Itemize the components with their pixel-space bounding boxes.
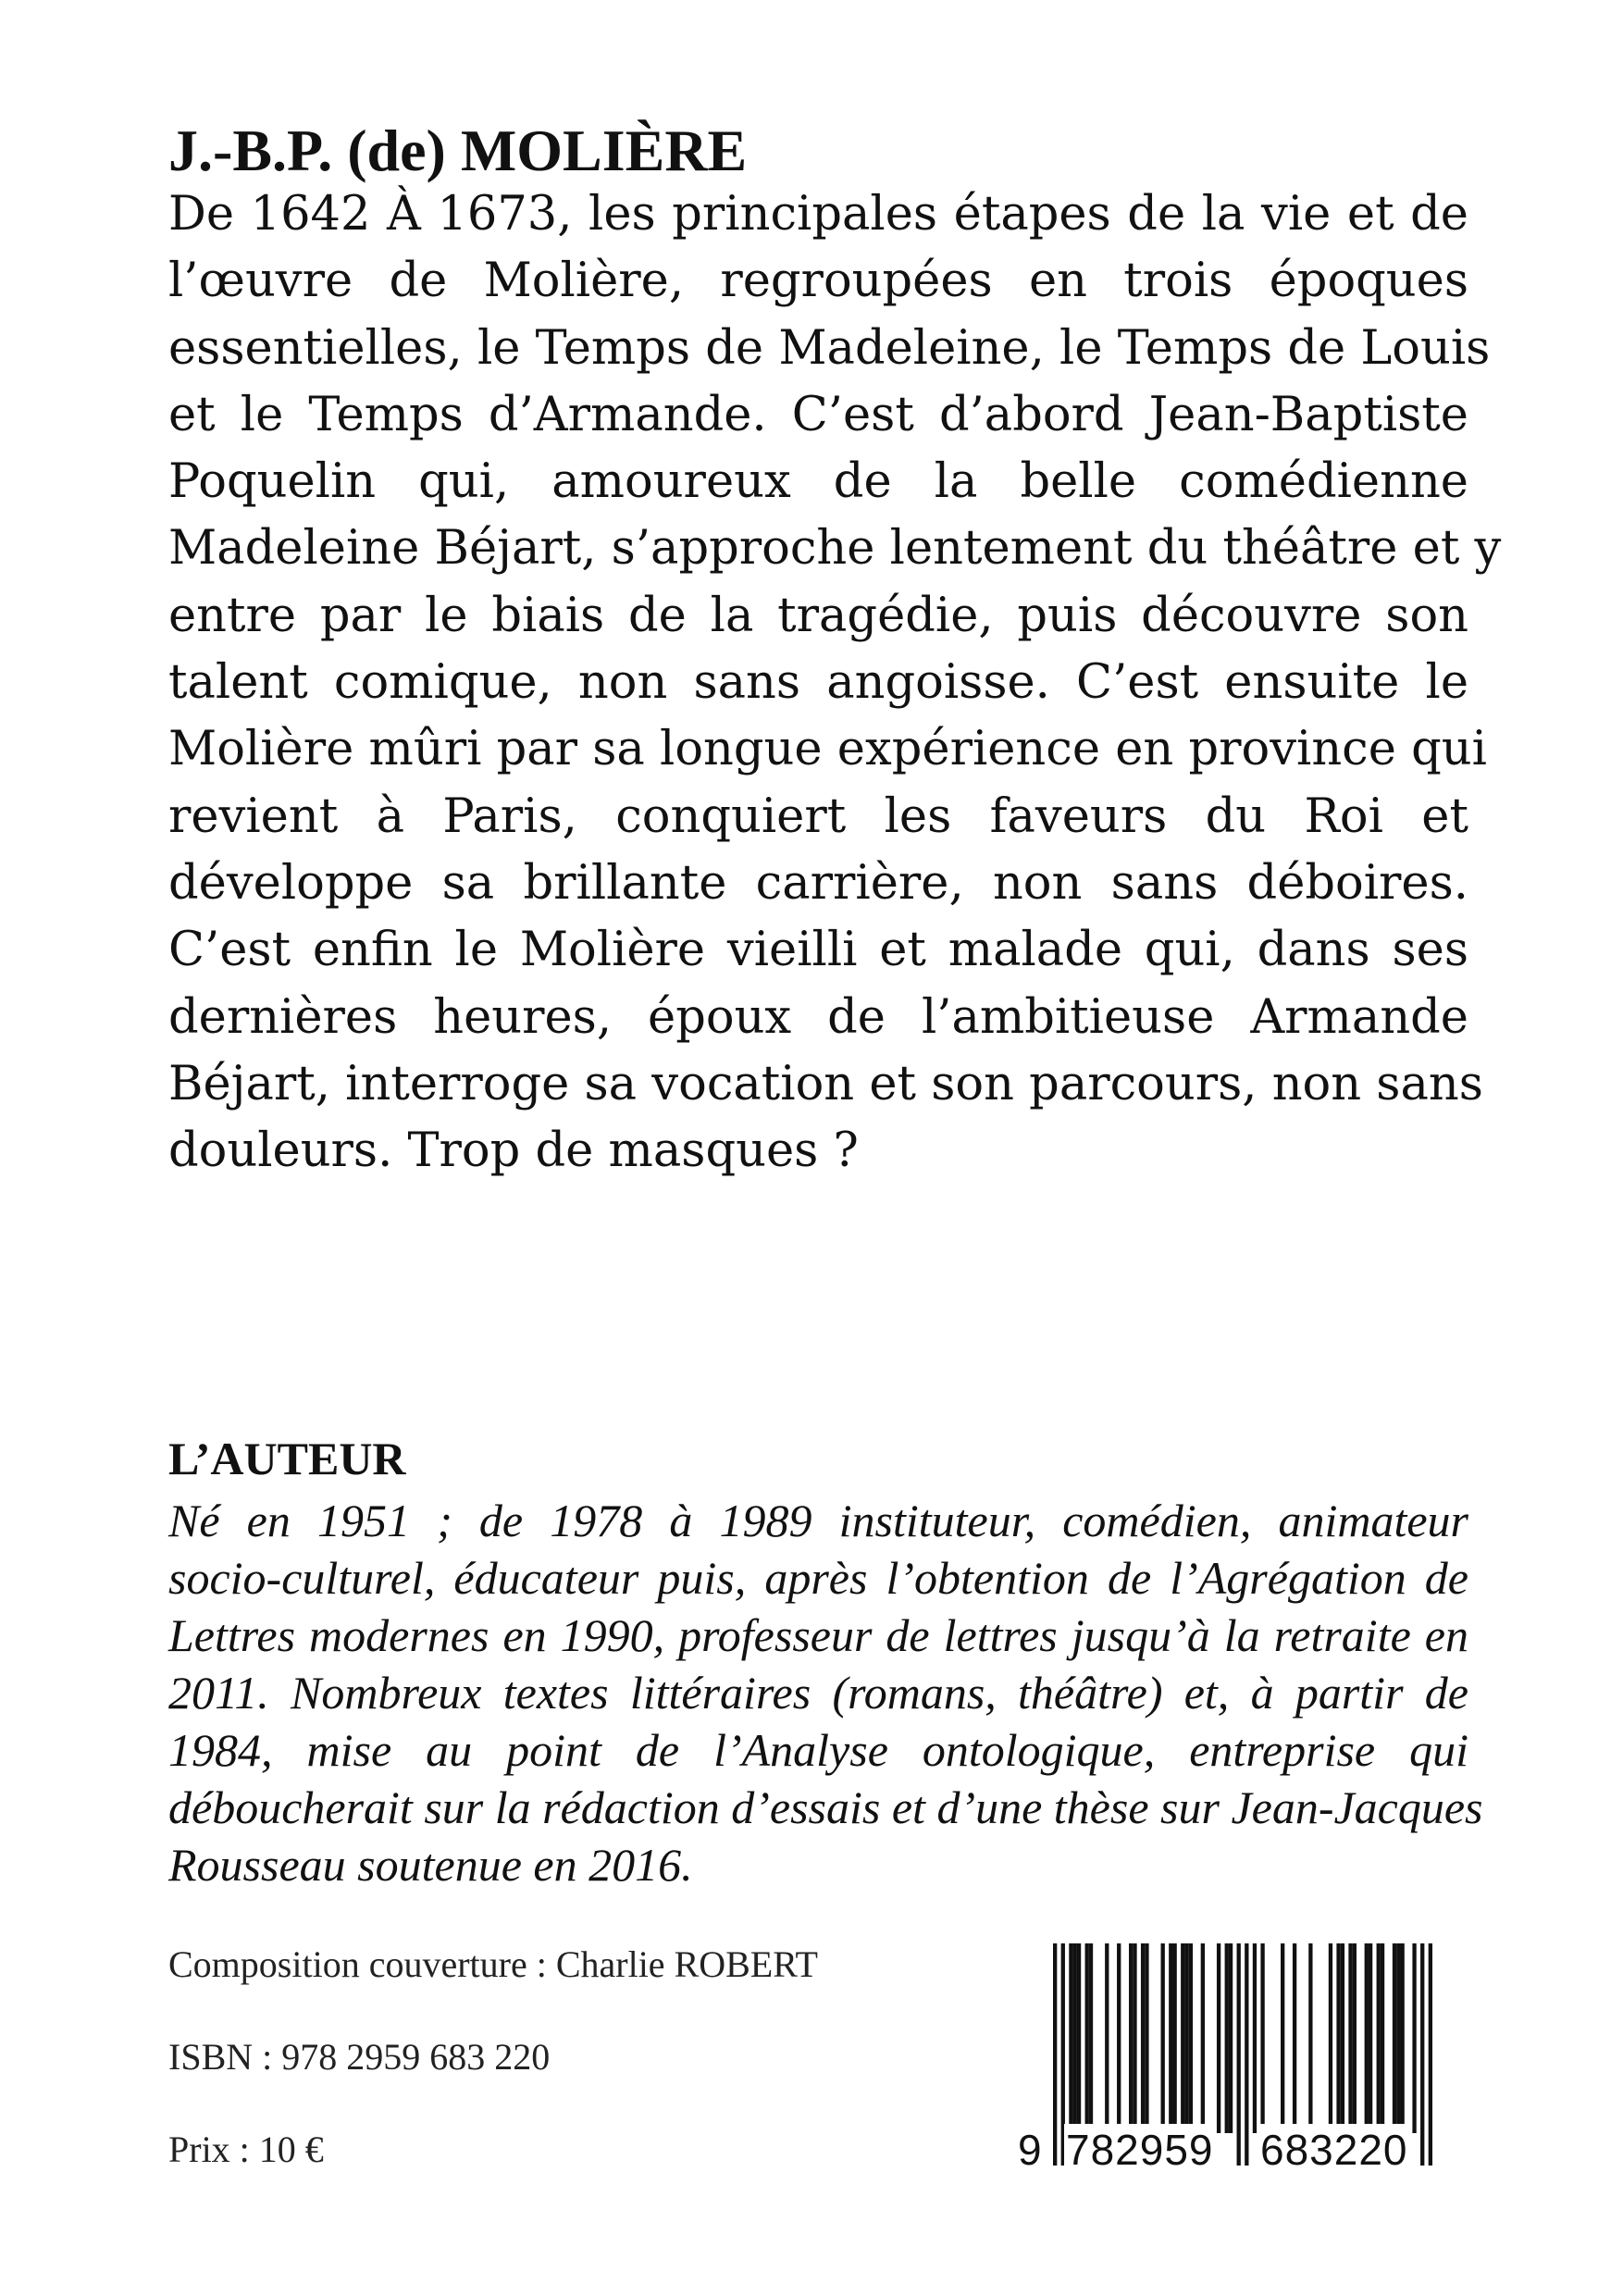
barcode-bar [1253,1943,1257,2133]
barcode-bar [1293,1943,1296,2133]
barcode-bar [1073,1943,1077,2133]
barcode-bar [1117,1943,1121,2133]
author-bio-line: Lettres modernes en 1990, professeur de lettres jusqu’à la retraite en [168,1609,1468,1661]
barcode-bar [1412,1943,1416,2133]
author-bio [168,1492,1483,1893]
barcode-bar [1348,1943,1352,2133]
barcode-bar [1141,1943,1145,2133]
summary-line: De 1642 À 1673, les principales étapes de la vie et de [168,187,1468,242]
barcode-bar [1281,1943,1284,2133]
barcode-bar [1369,1943,1372,2133]
barcode-first-digit: 9 [1018,2126,1043,2174]
author-bio-line: déboucherait sur la rédaction d’essais et d’une thèse sur Jean-Jacques [168,1781,1483,1833]
cover-credit: Composition couverture : Charlie ROBERT [168,1943,818,1985]
summary-line: l’œuvre de Molière, regroupées en trois époques [168,254,1468,309]
barcode-right-digits: 683220 [1260,2126,1408,2174]
barcode-bar [1341,1943,1344,2133]
barcode-bar [1329,1943,1332,2133]
summary-line: essentielles, le Temps de Madeleine, le Temps de Louis [168,320,1491,376]
author-bio-line: 2011. Nombreux textes littéraires (romans, théâtre) et, à partir de [168,1667,1468,1719]
barcode-bar [1077,1943,1081,2133]
barcode-bar [1172,1943,1176,2133]
barcode-bar [1260,1943,1264,2133]
barcode-bar [1105,1943,1109,2133]
author-heading: L’AUTEUR [168,1433,406,1484]
barcode-bar [1169,1943,1172,2133]
barcode-bar [1377,1943,1381,2133]
barcode-bar [1308,1943,1312,2133]
barcode-bar [1085,1943,1089,2133]
barcode-bar [1229,1943,1233,2133]
barcode-left-digits: 782959 [1066,2126,1214,2174]
barcode-bar [1336,1943,1340,2133]
barcode-bar [1201,1943,1205,2133]
barcode-bar [1365,1943,1369,2133]
barcode-bar [1217,1943,1220,2133]
barcode-bar [1381,1943,1384,2133]
summary-line: revient à Paris, conquiert les faveurs du Roi et [168,788,1468,844]
barcode-bar [1145,1943,1148,2133]
summary-line: dernières heures, époux de l’ambitieuse Armande [168,989,1468,1045]
barcode-bar [1396,1943,1400,2133]
summary-line: douleurs. Trop de masques ? [168,1123,859,1179]
author-bio-line: socio-culturel, éducateur puis, après l’obtention de l’Agrégation de [168,1552,1468,1604]
barcode-bar [1161,1943,1165,2133]
summary-line: développe sa brillante carrière, non sans déboires. [168,855,1468,911]
barcode-bar [1184,1943,1188,2133]
barcode-bar [1353,1943,1357,2133]
summary-line: Molière mûri par sa longue expérience en province qui [168,722,1487,777]
summary-line: Poquelin qui, amoureux de la belle comédienne [168,454,1468,510]
book-title: J.-B.P. (de) MOLIÈRE [168,118,748,183]
author-bio-line: Rousseau soutenue en 2016. [168,1839,693,1891]
barcode-bar [1089,1943,1093,2133]
barcode-digits [1016,2124,1451,2179]
barcode-bar [1181,1943,1184,2133]
barcode-bar [1189,1943,1193,2133]
barcode-bar [1129,1943,1133,2133]
summary-line: et le Temps d’Armande. C’est d’abord Jean-Baptiste [168,387,1468,442]
summary-line: Béjart, interroge sa vocation et son parcours, non sans [168,1056,1483,1111]
barcode-bar [1069,1943,1072,2133]
barcode-bar [1133,1943,1136,2133]
summary-line: Madeleine Béjart, s’approche lentement du théâtre et y [168,521,1502,577]
barcode-bar [1225,1943,1229,2133]
summary-line: talent comique, non sans angoisse. C’est ensuite le [168,655,1468,711]
summary-line: entre par le biais de la tragédie, puis découvre son [168,588,1468,643]
summary-line: C’est enfin le Molière vieilli et malade qui, dans ses [168,923,1468,978]
author-bio-line: 1984, mise au point de l’Analyse ontologique, entreprise qui [168,1724,1468,1776]
price-text: Prix : 10 € [168,2128,324,2170]
barcode-bar [1400,1943,1404,2133]
book-summary [168,181,1502,1185]
isbn-text: ISBN : 978 2959 683 220 [168,2036,551,2078]
barcode-bar [1393,1943,1396,2133]
author-bio-line: Né en 1951 ; de 1978 à 1989 instituteur, comédien, animateur [168,1495,1468,1546]
